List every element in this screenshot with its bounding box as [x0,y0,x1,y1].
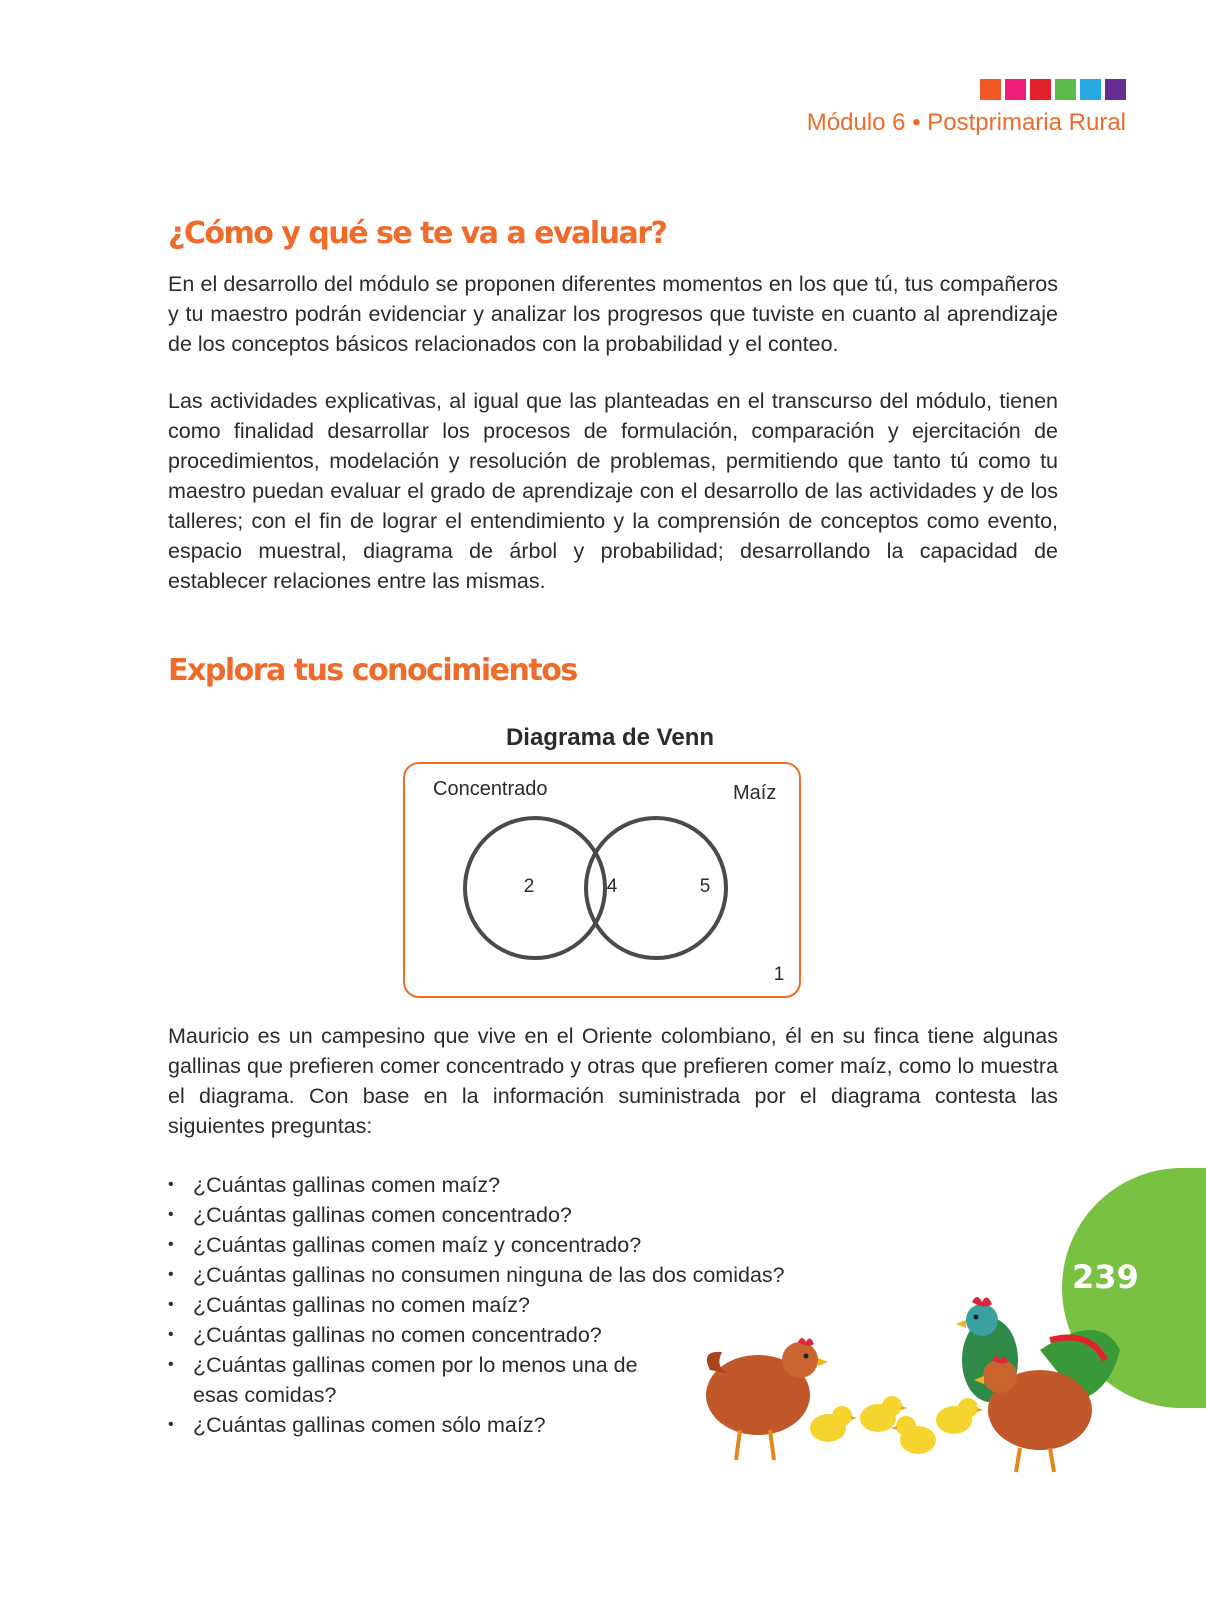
question-list [168,1170,785,1440]
page-number: 239 [1072,1258,1139,1296]
color-swatch [1055,79,1076,100]
paragraph-evaluation-2: Las actividades explicativas, al igual que las planteadas en el transcurso del módulo, tienen como finalidad desarrollar los procesos de formulación, comparación y ejercitación de procedimientos, modelación y resolución de problemas, permitiendo que tanto tú como tu maestro puedan evaluar el grado de aprendizaje con el desarrollo de las actividades y de los talleres; con el fin de lograr el entendimiento y la comprensión de conceptos como evento, espacio muestral, diagrama de árbol y probabilidad; desarrollando la capacidad de establecer relaciones entre las mismas. [168,389,1058,593]
list-item: • ¿Cuántas gallinas no consumen ninguna de las dos comidas? [168,1260,688,1290]
list-item: • ¿Cuántas gallinas comen maíz? [168,1170,688,1200]
chick-illustration [810,1406,857,1442]
hen-illustration [706,1338,828,1460]
chick-illustration [891,1416,936,1454]
venn-title: Diagrama de Venn [505,724,715,751]
venn-value-neither: 1 [773,964,785,985]
list-item: • ¿Cuántas gallinas comen sólo maíz? [168,1410,688,1440]
section-title-evaluation: ¿Cómo y qué se te va a evaluar? [168,216,667,251]
chick-illustration [936,1398,983,1434]
venn-value-both: 4 [606,876,618,897]
venn-label-concentrado: Concentrado [433,778,548,800]
venn-label-maiz: Maíz [733,782,777,804]
list-item: • ¿Cuántas gallinas comen por lo menos una de esas comidas? [168,1350,673,1410]
color-swatch [980,79,1001,100]
venn-value-only-concentrado: 2 [523,876,535,897]
module-header: Módulo 6 • Postprimaria Rural [806,109,1126,136]
paragraph-intro: Mauricio es un campesino que vive en el Oriente colombiano, él en su finca tiene algunas gallinas que prefieren comer concentrado y otras que prefieren comer maíz, como lo muestra el diagrama. Con base en la información suministrada por el diagrama contesta las siguientes preguntas: [168,1024,1058,1138]
list-item: • ¿Cuántas gallinas comen maíz y concentrado? [168,1230,688,1260]
chickens-illustration [700,1290,1130,1480]
section-title-explore: Explora tus conocimientos [168,653,577,688]
color-swatch [1030,79,1051,100]
color-swatch [1105,79,1126,100]
list-item: • ¿Cuántas gallinas no comen maíz? [168,1290,688,1320]
color-swatch [1005,79,1026,100]
venn-value-only-maiz: 5 [699,876,711,897]
paragraph-evaluation-1: En el desarrollo del módulo se proponen diferentes momentos en los que tú, tus compañeros y tu maestro podrán evidenciar y analizar los progresos que tuviste en cuanto al aprendizaje de los conceptos básicos relacionados con la probabilidad y el conteo. [168,272,1058,356]
list-item: • ¿Cuántas gallinas comen concentrado? [168,1200,688,1230]
color-swatch [1080,79,1101,100]
color-strip [980,79,1126,100]
list-item: • ¿Cuántas gallinas no comen concentrado? [168,1320,688,1350]
venn-diagram [403,762,801,998]
